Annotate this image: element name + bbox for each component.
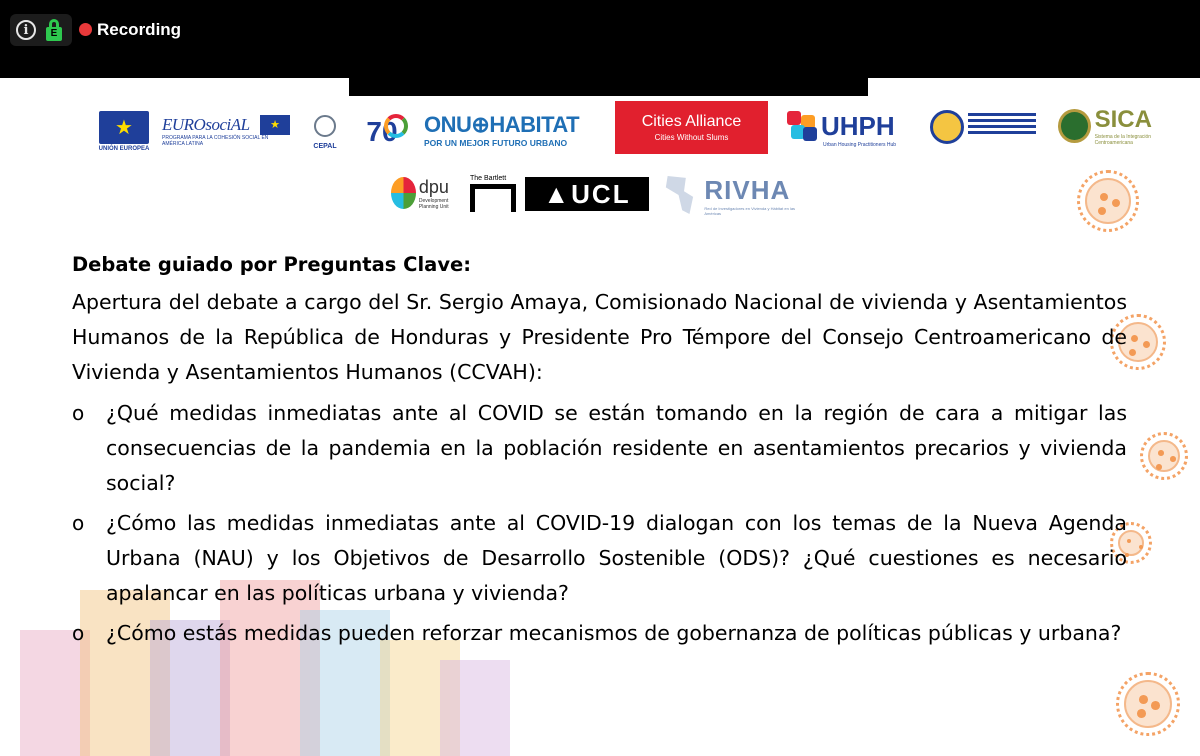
- sica-seal-icon: [1058, 109, 1091, 143]
- list-item: [72, 396, 1127, 501]
- logo-ucl: ▲UCL: [525, 177, 649, 211]
- list-item: [72, 506, 1127, 611]
- meeting-status-icons: [10, 14, 72, 46]
- info-icon[interactable]: i: [16, 20, 36, 40]
- virus-decoration-icon: [1124, 680, 1172, 728]
- eu-flag-icon: ★: [99, 111, 149, 144]
- intro-paragraph: Apertura del debate a cargo del Sr. Sergio Amaya, Comisionado Nacional de vivienda y Asentamientos Humanos de la República de Honduras y Presidente Pro Témpore del Consejo Centroamericano de Vivienda y Asentamientos Humanos (CCVAH):: [72, 290, 1127, 384]
- uhph-mark-icon: [787, 111, 817, 141]
- logo-cepal-70: 70: [356, 108, 408, 156]
- logo-the-bartlett: The Bartlett: [470, 173, 520, 213]
- eu-flag-small-icon: ★: [260, 115, 290, 135]
- question-text: ¿Qué medidas inmediatas ante al COVID se están tomando en la región de cara a mitigar las consecuencias de la pandemia en la población residente en asentamientos precarios y vivienda social?: [106, 401, 1127, 495]
- americas-map-icon: [664, 176, 700, 214]
- sdg-ring-icon: [384, 114, 408, 138]
- slide-heading: Debate guiado por Preguntas Clave:: [72, 253, 472, 276]
- logo-cepal: CEPAL: [304, 108, 346, 156]
- meeting-top-bar: [0, 0, 1200, 78]
- recording-dot-icon: [79, 23, 92, 36]
- un-globe-icon: [314, 115, 336, 137]
- recording-label: Recording: [97, 20, 182, 39]
- virus-decoration-icon: [1148, 440, 1180, 472]
- logo-sisca: [930, 107, 1042, 147]
- bullet-icon: o: [72, 401, 85, 425]
- question-list: [72, 396, 1127, 651]
- logo-uhph: UHPH Urban Housing Practitioners Hub: [787, 105, 917, 153]
- logo-eurosocial: EUROsociAL ★ PROGRAMA PARA LA COHESIÓN SOCIAL EN AMÉRICA LATINA: [162, 112, 292, 150]
- dpu-wheel-icon: [391, 177, 416, 209]
- logo-onu-habitat: ONU⊕HABITAT POR UN MEJOR FUTURO URBANO: [424, 112, 580, 148]
- bullet-icon: o: [72, 621, 85, 645]
- virus-decoration-icon: [1085, 178, 1131, 224]
- logo-rivha: RIVHA Red de Investigadores en Vivienda y Hábitat en las Américas: [664, 175, 808, 215]
- bartlett-frame-icon: [470, 184, 516, 212]
- encryption-lock-icon[interactable]: E: [46, 19, 62, 41]
- logo-cities-alliance: Cities Alliance Cities Without Slums: [615, 101, 768, 154]
- list-item: [72, 616, 1127, 651]
- sisca-seal-icon: [930, 110, 964, 144]
- sisca-text-lines: [968, 113, 1036, 141]
- logo-sica: SICA Sistema de la Integración Centroamericana: [1058, 105, 1186, 147]
- logo-union-europea: ★ UNIÓN EUROPEA: [98, 109, 150, 153]
- question-text: ¿Cómo estás medidas pueden reforzar mecanismos de gobernanza de políticas públicas y urbana?: [106, 621, 1122, 645]
- bullet-icon: o: [72, 511, 85, 535]
- question-text: ¿Cómo las medidas inmediatas ante al COVID-19 dialogan con los temas de la Nueva Agenda Urbana (NAU) y los Objetivos de Desarrollo Sostenible (ODS)? ¿Qué cuestiones es necesario apalancar en las políticas urbana y vivienda?: [106, 511, 1127, 605]
- logo-dpu: dpu Development Planning Unit: [391, 173, 466, 213]
- slide-content: [72, 249, 1127, 651]
- shared-screen-tab-bar: [349, 78, 868, 96]
